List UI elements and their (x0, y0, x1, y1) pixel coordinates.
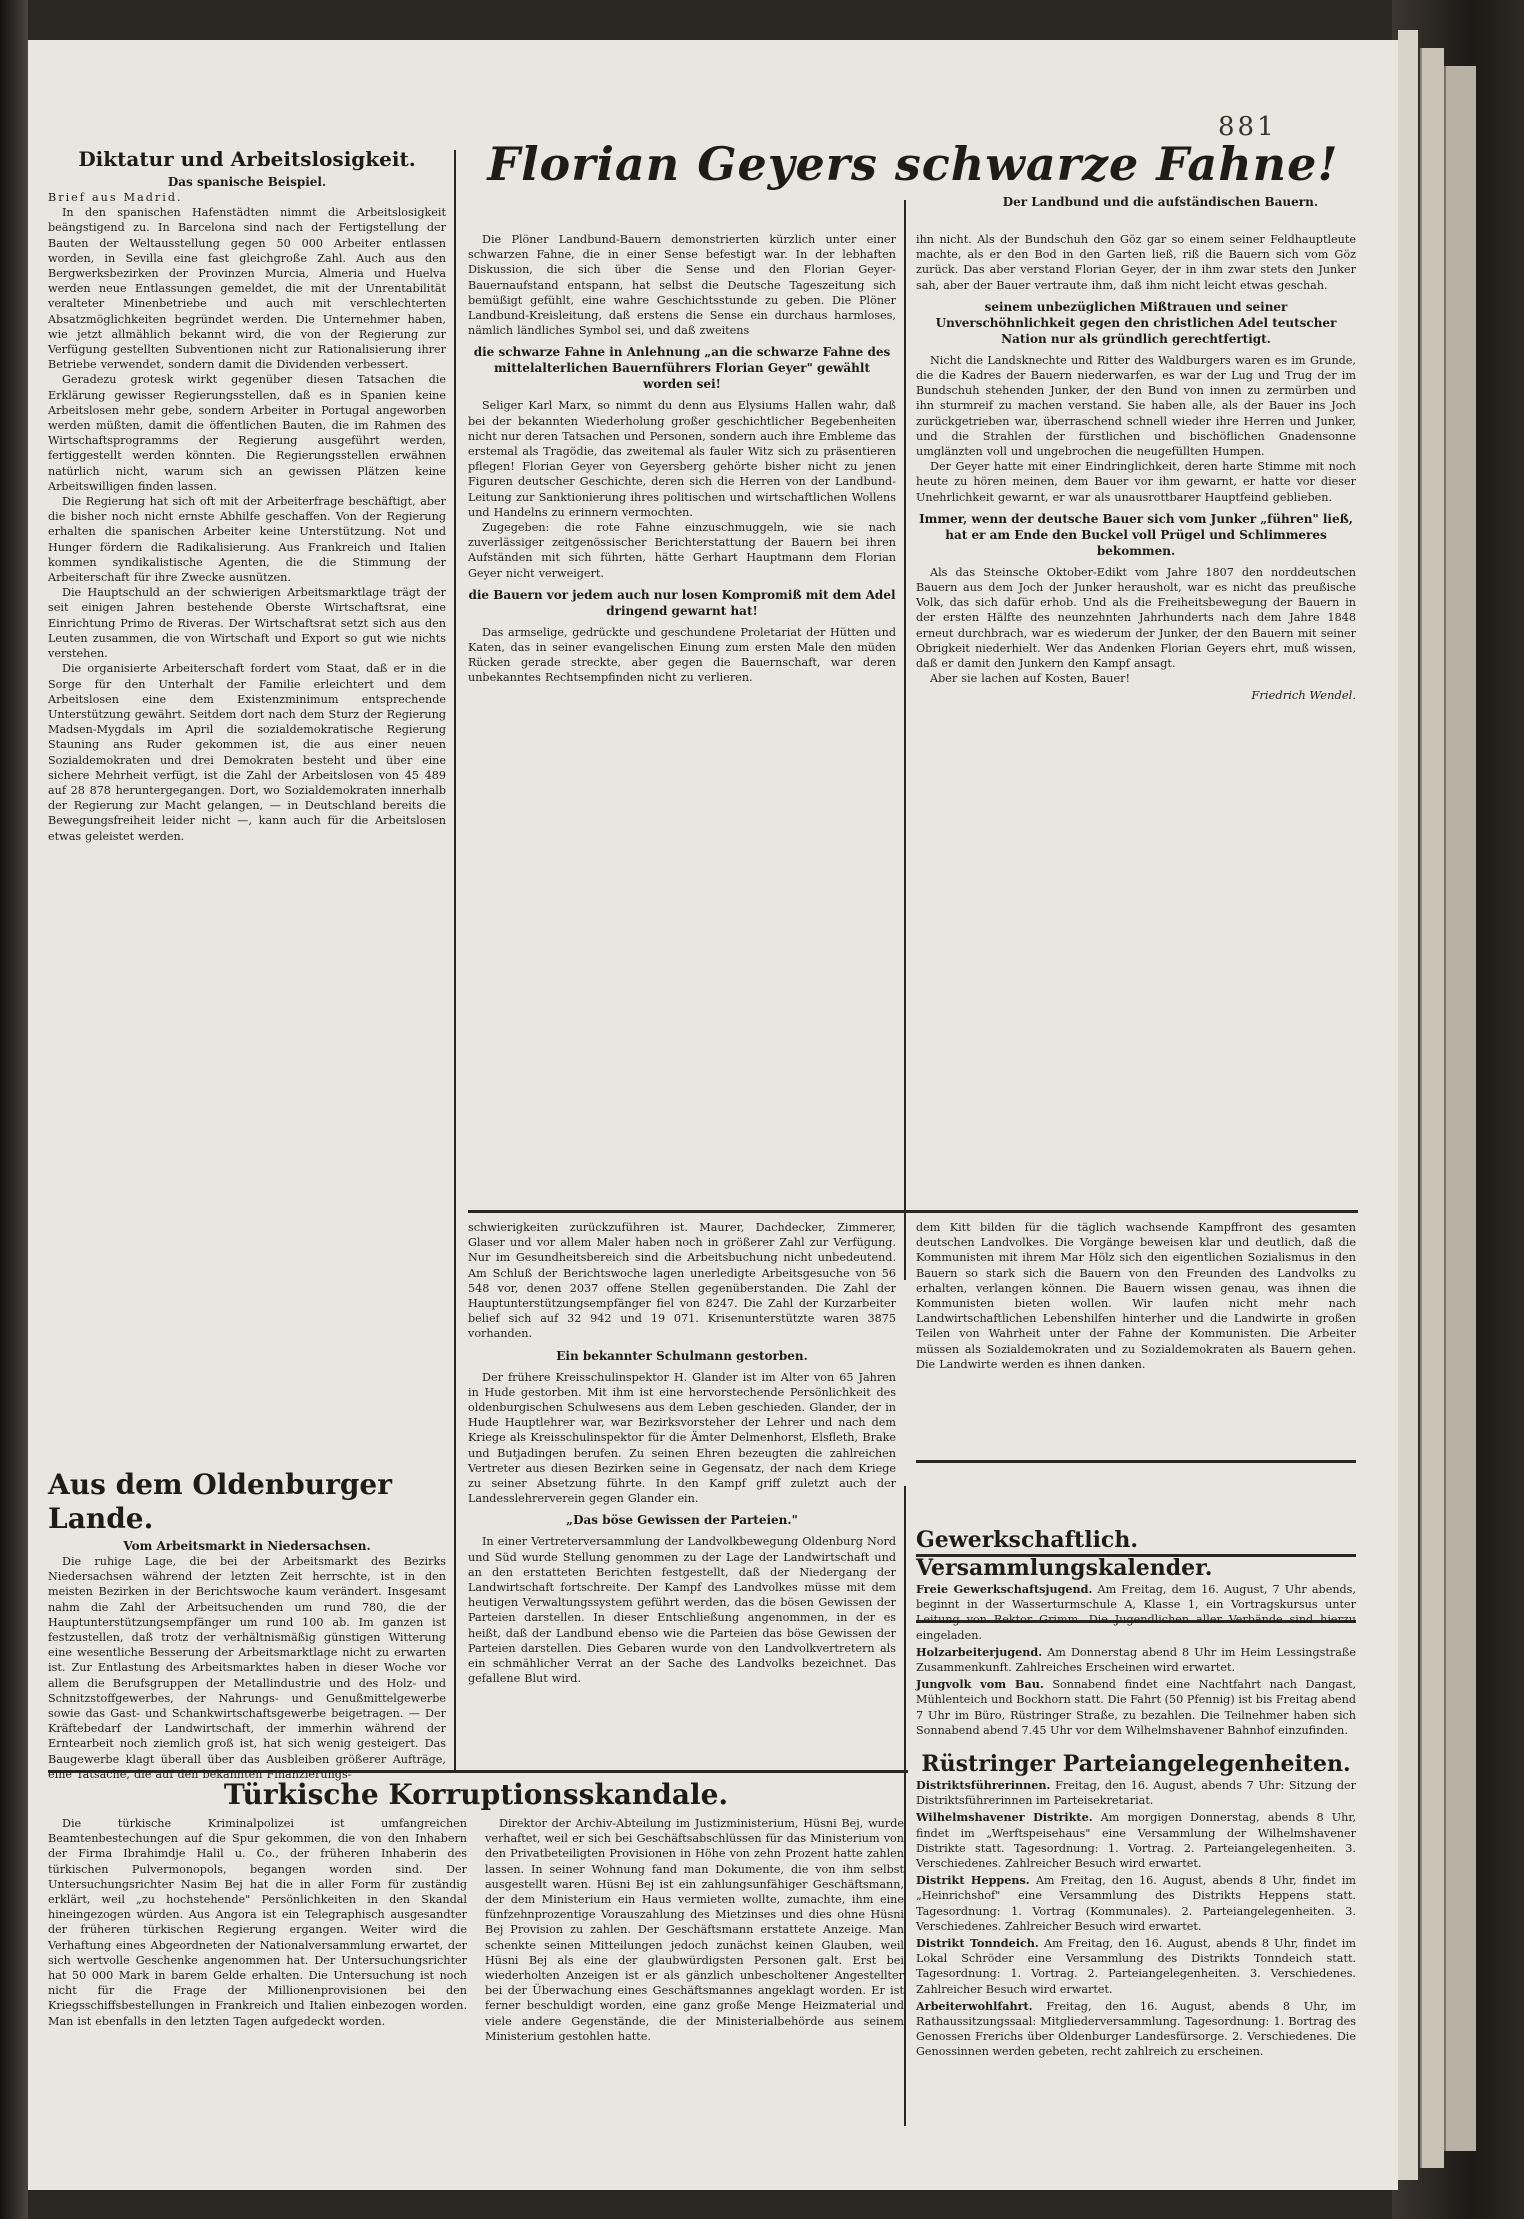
paragraph: Der frühere Kreisschulinspektor H. Glander ist im Alter von 65 Jahren in Hude gestorben. Mit ihm ist eine hervorstechende Persönlichkeit des oldenburgischen Schulwesens aus dem Leben geschieden. Glander, der in Hude Hauptlehrer war, war Bezirksvorsteher der Lehrer und nach dem Kriege als Kreisschulinspektor für die Ämter Delmenhorst, Elsfleth, Brake und Butjadingen berufen. Zu seinen Ehren bezeugten die zahlreichen Vertreter aus diesen Bezirken seine in Gegensatz, der nach dem Kriege zu seiner Absetzung führte. In den Kampf griff zuletzt auch der Landesslehrerverein gegen Glander ein. (468, 1370, 896, 1506)
scan-shadow-left (0, 0, 28, 2219)
paragraph: Die Regierung hat sich oft mit der Arbeiterfrage beschäftigt, aber die bisher noch nicht ernste Abhilfe geschaffen. Von der Regierung erhalten die spanischen Arbeiter keine Unterstützung. Not und Hunger fördern die Radikalisierung. Aus Frankreich und Italien kommen syndikalistische Agenten, die die Stimmung der Arbeiterschaft für ihre Zwecke ausnützen. (48, 495, 446, 585)
section-rule (916, 1460, 1356, 1463)
calendar-item-head: Freie Gewerkschaftsjugend. (916, 1582, 1093, 1596)
paragraph: ihn nicht. Als der Bundschuh den Göz gar so einem seiner Feldhauptleute machte, als er den Bod in den Garten ließ, riß die Bauern sich vom Göz zurück. Das aber verstand Florian Geyer, der in ihm zwar stets den Junker sah, aber der Bauer vertraute ihm, daß ihm nicht leicht etwas geschah. (916, 233, 1356, 292)
page-number: 881 (1218, 112, 1277, 142)
lead-quote: Immer, wenn der deutsche Bauer sich vom Junker „führen" ließ, hat er am Ende den Buckel voll Prügel und Schlimmeres bekommen. (919, 511, 1353, 558)
two-column-body (48, 1816, 904, 2044)
paragraph: dem Kitt bilden für die täglich wachsende Kampffront des gesamten deutschen Landvolkes. Die Vorgänge beweisen klar und deutlich, daß die Kommunisten mit ihrem Mar Hölz sich den eigentlichen Sozialismus in den Bauern so stark sich die Bauern von den Freunden des Landvolks zu erhalten, verlangen können. Die Bauern wissen genau, was ihnen die Kommunisten bieten wollen. Wir laufen nicht mehr nach Landwirtschaftlichen Lebenshilfen hinterher und die Landwirte in großen Teilen von Wahrheit unter der Fahne der Kommunisten. Die Arbeiter müssen als Sozialdemokraten und zu Sozialdemokraten als Bauern gehen. Die Landwirte werden es ihnen danken. (916, 1221, 1356, 1371)
section-title: Gewerkschaftlich. Versammlungskalender. (916, 1527, 1213, 1581)
article-subtitle: Der Landbund und die aufständischen Bauern. (1002, 195, 1318, 209)
article-tuerkische (48, 1778, 904, 2170)
paragraph: In den spanischen Hafenstädten nimmt die Arbeitslosigkeit beängstigend zu. In Barcelona sind nach der Fertigstellung der Bauten der Weltausstellung gegen 50 000 Arbeiter entlassen worden, in Sevilla eine fast gleichgroße Zahl. Auch aus den Bergwerksbezirken der Provinzen Murcia, Almeria und Huelva werden neue Entlassungen gemeldet, die mit der Unrentabilität veralteter Minenbetriebe und auch mit verschlechterten Absatzmöglichkeiten begründet werden. Die Unternehmer haben, wie jetzt allmählich bekannt wird, die von der Regierung zur Verfügung gestellten Subventionen nicht zur Rationalisierung ihrer Betriebe verwendet, sondern damit die Dividenden verbessert. (48, 206, 446, 372)
calendar-item-body: Am Donnerstag abend 8 Uhr im Heim Lessingstraße Zusammenkunft. Zahlreiches Erscheinen wird erwartet. (916, 1645, 1356, 1675)
paragraph: Seliger Karl Marx, so nimmt du denn aus Elysiums Hallen wahr, daß bei der bekannten Wiederholung großer geschichtlicher Begebenheiten nicht nur deren Tatsachen und Personen, sondern auch ihre Embleme das erstemal als Tragödie, das zweitemal als fauler Witz sich zu präsentieren pflegen! Florian Geyer von Geyersberg gehörte bisher nicht zu jenen Figuren deutscher Geschichte, deren sich die Herren von der Landbund-Leitung zur Sanktionierung ihres politischen und wirtschaftlichen Wollens und Handelns zu erinnern vermochten. (468, 399, 896, 519)
calendar-item (916, 1677, 1356, 1738)
calendar-item (916, 1873, 1356, 1934)
section-heading: „Das böse Gewissen der Parteien." (566, 1513, 798, 1528)
paragraph: Das armselige, gedrückte und geschundene Proletariat der Hütten und Katen, das in seiner evangelischen Einung zum ersten Male den müden Rücken gerade streckte, aber gegen die Bauernschaft, war deren unbekanntes Rechtsempfinden nicht zu verlieren. (468, 625, 896, 685)
calendar-item-head: Distrikt Heppens. (916, 1873, 1030, 1888)
section-heading: Ein bekannter Schulmann gestorben. (556, 1348, 808, 1363)
article-florian-col2 (468, 232, 896, 1202)
calendar-item-body: Am Freitag, dem 16. August, 7 Uhr abends, beginnt in der Wasserturmschule A, Klasse 1, ein Vortragskursus unter Leitung von Rektor Grimm. Die Jugendlichen aller Verbände sind hierzu eingeladen. (916, 1583, 1356, 1642)
calendar-item-body: Am morgigen Donnerstag, abends 8 Uhr, findet im „Werftspeisehaus" eine Versammlung der Wilhelmshavener Distrikte statt. Tagesordnung: 1. Vortrag. 2. Parteiangelegenheiten. 3. Verschiedenes. Zahlreicher Besuch wird erwartet. (916, 1811, 1356, 1871)
article-title: Diktatur und Arbeitslosigkeit. (78, 147, 416, 171)
paragraph: Als das Steinsche Oktober-Edikt vom Jahre 1807 den norddeutschen Bauern aus dem Joch der Junker herausholt, war es nicht das preußische Volk, das sich dafür erhob. Und als die Freiheitsbewegung der Bauern in der ersten Hälfte des neunzehnten Jahrhunderts nach dem Jahre 1848 erneut durchbrach, war es wiederum der Junker, der den Bauern mit seiner Obrigkeit niederhielt. Wer das Andenken Florian Geyers ehrt, muß wissen, daß er damit den Junkern den Kampf ansagt. (916, 565, 1356, 671)
dateline: Brief aus Madrid. (48, 191, 183, 204)
page-edge (1420, 48, 1444, 2168)
article-schwierigkeiten (468, 1220, 896, 1760)
paragraph: Die organisierte Arbeiterschaft fordert vom Staat, daß er in die Sorge für den Unterhalt der Familie erleichtert und dem Arbeitslosen eine dem Existenzminimum entsprechende Unterstützung gewährt. Seitdem dort nach dem Sturz der Regierung Madsen-Mygdals im April die sozialdemokratische Regierung Stauning ans Ruder gekommen ist, die aus einer neuen Sozialdemokraten und drei Demokraten besteht und über eine sichere Mehrheit verfügt, ist die Zahl der Arbeitslosen von 45 489 auf 28 878 heruntergegangen. Dort, wo Sozialdemokraten innerhalb der Regierung zur Macht gelangen, — in Deutschland bereits die Bewegungsfreiheit leider nicht —, kann auch für die Arbeitslosen etwas geleistet werden. (48, 662, 446, 843)
calendar-item (916, 1645, 1356, 1675)
paragraph: schwierigkeiten zurückzuführen ist. Maurer, Dachdecker, Zimmerer, Glaser und vor allem Maler haben noch in größerer Zahl zur Verfügung. Nur im Gesundheitsbereich sind die Arbeitsbuchung nicht unbedeutend. Am Schluß der Berichtswoche lagen unerledigte Arbeitsgesuche von 56 548 vor, denen 2037 offene Stellen gegenüberstanden. Die Zahl der Hauptunterstützungsempfänger fiel von 8247. Die Zahl der Kurzarbeiter belief sich auf 32 942 und 19 071. Krisenunterstützte waren 3875 vorhanden. (468, 1221, 896, 1341)
calendar-item-head: Distrikt Tonndeich. (916, 1936, 1039, 1951)
article-diktatur (48, 146, 446, 1446)
section-title: Rüstringer Parteiangelegenheiten. (921, 1751, 1351, 1777)
calendar-item-head: Wilhelmshavener Distrikte. (916, 1810, 1093, 1825)
page-edge (1444, 66, 1476, 2151)
calendar-item (916, 1999, 1356, 2060)
article-oldenburg (48, 1468, 446, 1781)
calendar-item-head: Distriktsführerinnen. (916, 1778, 1051, 1792)
calendar-item (916, 1936, 1356, 1997)
paragraph: Nicht die Landsknechte und Ritter des Waldburgers waren es im Grunde, die die Kadres der Bauern niederwarfen, es war der Lug und Trug der im Bundschuh stehenden Junker, der den Bund von innen zu zermürben und ihn sturmreif zu machen verstand. Sie haben alle, als der Bauer ins Joch zurückgetrieben war, überraschend schnell wieder ihre Herren und Junker, und die Strahlen der fürstlichen und bischöflichen Gnadensonne umglänzten voll und ungebrochen die neugefüllten Humpen. (916, 353, 1356, 459)
lead-quote: seinem unbezüglichen Mißtrauen und seiner Unverschöhnlichkeit gegen den christlichen Adel teutscher Nation nur als gründlich gerechtfertigt. (935, 299, 1337, 346)
article-title: Türkische Korruptionsskandale. (223, 1778, 729, 1811)
author-signature: Friedrich Wendel. (1251, 688, 1356, 703)
page-edge (1398, 30, 1418, 2180)
calendar-item-body: Am Freitag, den 16. August, abends 8 Uhr, findet im „Heinrichshof" eine Versammlung des Distrikts Heppens statt. Tagesordnung: 1. Vortrag (Kommunales). 2. Parteiangelegenheiten. 3. Verschiedenes. Zahlreicher Besuch wird erwartet. (916, 1874, 1357, 1933)
calendar-item-body: Am Freitag, den 16. August, abends 8 Uhr, findet im Lokal Schröder eine Versammlung des Distrikts Tonndeich statt. Tagesordnung: 1. Vortrag. 2. Parteiangelegenheiten. 3. Verschiedenes. Zahlreicher Besuch wird erwartet. (916, 1937, 1356, 1996)
calendar-item-head: Arbeiterwohlfahrt. (916, 1998, 1033, 2013)
calendar-item-head: Holzarbeiterjugend. (916, 1644, 1043, 1659)
article-florian-header (468, 136, 1358, 230)
column-rule (454, 150, 456, 1770)
lead-quote: die Bauern vor jedem auch nur losen Kompromiß mit dem Adel dringend gewarnt hat! (468, 587, 896, 618)
newspaper-page (28, 40, 1398, 2190)
paragraph: Der Geyer hatte mit einer Eindringlichkeit, deren harte Stimme mit noch heute zu hören meinen, dem Bauer vor ihm gewarnt, er hatte vor dieser Unehrlichkeit gewarnt, er war als unausrottbarer Hauptfeind geblieben. (916, 460, 1356, 504)
article-subtitle: Vom Arbeitsmarkt in Niedersachsen. (123, 1539, 371, 1553)
calendar-item-body: Freitag, den 16. August, abends 7 Uhr: Sitzung der Distriktsführerinnen im Parteisekretariat. (916, 1779, 1356, 1808)
paragraph: In einer Vertreterversammlung der Landvolkbewegung Oldenburg Nord und Süd wurde Stellung genommen zu der Lage der Landwirtschaft und an den erstatteten Berichten festgestellt, daß der Niedergang der Landwirtschaft fortschreite. Der Kampf des Landvolkes müsse mit dem heutigen Verwaltungssystem geführt werden, das die bösen Gewissen der Parteien darstellen. In dieser Entschließung angenommen, in der es heißt, daß der Landbund ebenso wie die Parteien das böse Gewissen der Parteien darstellen. Dies Gebaren wurde von den Landvolkvertretern als ein schmählicher Verrat an der Sache des Landvolks bezeichnet. Das gefallene Blut wird. (468, 1535, 896, 1686)
paragraph: Geradezu grotesk wirkt gegenüber diesen Tatsachen die Erklärung gewisser Regierungsstellen, daß es in Spanien keine Arbeitslosen mehr gebe, sondern Arbeiter in Portugal angeworben werden müßten, damit die öffentlichen Bauten, die im Rahmen des Wirtschaftsprogramms der Regierung ausgeführt werden, fertiggestellt werden könnten. Die Regierungsstellen erwähnen natürlich nicht, warum sich an gewissen Plätzen keine Arbeitswilligen finden lassen. (48, 373, 446, 493)
column-rule (904, 1486, 906, 2126)
calendar-item (916, 1810, 1356, 1871)
article-title: Florian Geyers schwarze Fahne! (487, 137, 1339, 191)
paragraph: Direktor der Archiv-Abteilung im Justizministerium, Hüsni Bej, wurde verhaftet, weil er sich bei Geschäftsabschlüssen für das Ministerium von den Privatbeteiligten Provisionen in Höhe von zehn Prozent hatte zahlen lassen. In seiner Wohnung fand man Dokumente, die von ihm selbst ausgestellt waren. Hüsni Bej ist ein zahlungsunfähiger Geschäftsmann, der dem Ministerium ein Haus vermieten wollte, zumachte, ihm eine fünfzehnprozentige Vorauszahlung des Mietzinses und dies ohne Hüsni Bej Provision zu zahlen. Der Geschäftsmann erstattete Anzeige. Man schenkte seinen Mitteilungen jedoch zunächst keinen Glauben, weil Hüsni Bej als eine der glaubwürdigsten Personen galt. Erst bei wiederholten Anzeigen ist er als gänzlich unbescholtener Angestellter bei der Überwachung eines Geschäftsmannes angeklagt worden. Er ist ferner beschuldigt worden, eine ganz große Menge Heizmaterial und viele andere Gegenstände, die der Ministerialbehörde aus seinem Ministerium gestohlen hatte. (485, 1817, 904, 2043)
paragraph: Die Hauptschuld an der schwierigen Arbeitsmarktlage trägt der seit einigen Jahren bestehende Oberste Wirtschaftsrat, eine Einrichtung Primo de Riveras. Der Wirtschaftsrat setzt sich aus den Leuten zusammen, die von Wirtschaft und Export so gut wie nichts verstehen. (48, 586, 446, 661)
article-subtitle: Das spanische Beispiel. (167, 175, 327, 189)
calendar-item-head: Jungvolk vom Bau. (916, 1677, 1044, 1692)
calendar-item-body: Sonnabend findet eine Nachtfahrt nach Dangast, Mühlenteich und Bockhorn statt. Die Fahrt (50 Pfennig) ist bis Freitag abend 7 Uhr im Büro, Rüstringer Straße, zu bezahlen. Die Teilnehmer haben sich Sonnabend abend 7.45 Uhr vor dem Wilhelmshavener Bahnhof einzufinden. (916, 1678, 1356, 1737)
calendar-item (916, 1582, 1356, 1643)
paragraph: Zugegeben: die rote Fahne einzuschmuggeln, wie sie nach zuverlässiger zeitgenössischer Berichterstattung der Bauern bei ihren Aufständen mit sich führten, hätte Gerhart Hauptmann dem Florian Geyer nicht verweigert. (468, 521, 896, 580)
paragraph: Die türkische Kriminalpolizei ist umfangreichen Beamtenbestechungen auf die Spur gekommen, die von den Inhabern der Firma Ibrahimdje Halil u. Co., der früheren Inhaberin des türkischen Pulvermonopols, begangen worden sind. Der Untersuchungsrichter Nasim Bej hat die in aller Form für zuständig erklärt, weil „zu hochstehende" Persönlichkeiten in den Skandal hineingezogen würden. Aus Angora ist ein Telegraphisch ausgesandter der früheren türkischen Regierung ergangen. Weiter wird die Verhaftung eines Abgeordneten der Nationalversammlung erwartet, der sich wertvolle Geschenke angenommen hat. Der Untersuchungsrichter hat 50 000 Mark in barem Gelde erhalten. Die Untersuchung ist noch nicht für die Frage der Millionenprovisionen bei den Kriegsschiffsbestellungen in Frankreich und Italien einbezogen worden. Man ist ebenfalls in den letzten Tagen aufgedeckt worden. (48, 1817, 467, 2028)
article-title: Aus dem Oldenburger Lande. (48, 1468, 392, 1535)
section-parteiangelegenheiten (916, 1750, 1356, 2170)
calendar-item (916, 1778, 1356, 1808)
paragraph: Die Plöner Landbund-Bauern demonstrierten kürzlich unter einer schwarzen Fahne, die in einer Sense befestigt war. In der lebhaften Diskussion, die sich über die Sense und den Florian Geyer-Bauernaufstand entspann, hat selbst die Deutsche Tageszeitung sich bemüßigt gefühlt, eine wahre Geschichtsstunde zu geben. Die Plöner Landbund-Kreisleitung, daß erstens die Sense ein durchaus harmloses, nämlich ländliches Symbol sei, und daß zweitens (468, 233, 896, 338)
paragraph: Die ruhige Lage, die bei der Arbeitsmarkt des Bezirks Niedersachsen während der letzten Zeit herrschte, ist in den meisten Bezirken in der Berichtswoche kaum verändert. Insgesamt nahm die Zahl der Arbeitsuchenden um rund 780, die der Hauptunterstützungsempfänger um rund 100 ab. Im ganzen ist festzustellen, daß trotz der verhältnismäßig günstigen Witterung eine wesentliche Besserung der Arbeitsmarktlage nicht zu erwarten ist. Zur Entlastung des Arbeitsmarktes haben in dieser Woche vor allem die Berufsgruppen der Metallindustrie und des Holz- und Schnitzstoffgewerbes, der Nahrungs- und Genußmittelgewerbe sowie das Gast- und Schankwirtschaftsgewerbe beigetragen. — Der Kräftebedarf der Landwirtschaft, der immerhin während der Erntearbeit noch ziemlich groß ist, hat sich wenig gesteigert. Das Baugewerbe klagt überall über das Ausbleiben größerer Aufträge, eine Tatsache, die auf den bekannten Finanzierungs- (48, 1555, 446, 1781)
calendar-item-body: Freitag, den 16. August, abends 8 Uhr, im Rathaussitzungssaal: Mitgliederversammlung. Tagesordnung: 1. Bortrag des Genossen Frerichs über Oldenburger Landesfürsorge. 2. Verschiedenes. Die Genossinnen werden gebeten, recht zahlreich zu erscheinen. (916, 1999, 1356, 2059)
article-kampffront (916, 1220, 1356, 1452)
lead-quote: die schwarze Fahne in Anlehnung „an die schwarze Fahne des mittelalterlichen Bauernführers Florian Geyer" gewählt worden sei! (473, 345, 891, 392)
paragraph: Aber sie lachen auf Kosten, Bauer! (930, 672, 1130, 686)
section-rule (468, 1210, 1358, 1213)
column-rule (904, 200, 906, 1280)
article-florian-col3 (916, 232, 1356, 1202)
